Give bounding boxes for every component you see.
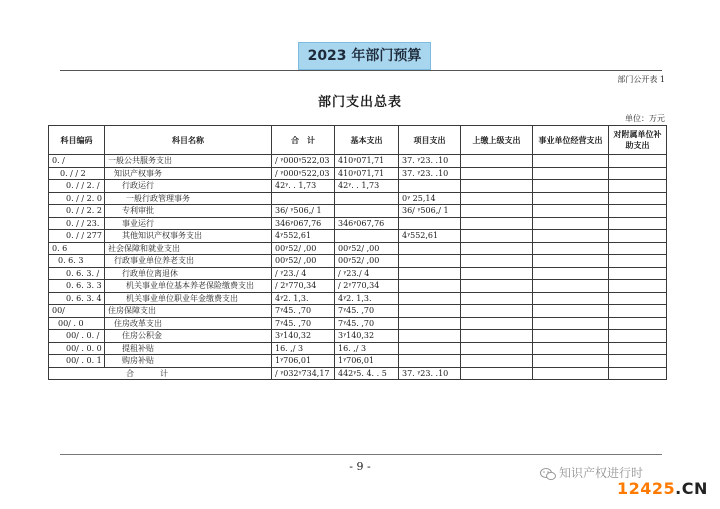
subject-code-cell: 0. / / 277 [49, 230, 105, 243]
total-cell: 37. ᵞ23. .10 [399, 367, 461, 380]
amount-cell [461, 205, 533, 218]
subject-name-cell: 住房改革支出 [105, 317, 272, 330]
amount-cell [399, 305, 461, 318]
subject-name-cell: 知识产权事务 [105, 167, 272, 180]
amount-cell [272, 192, 335, 205]
table-row [49, 305, 667, 318]
table-row [49, 267, 667, 280]
subject-name-cell: 住房公积金 [105, 330, 272, 343]
subject-code-cell: 00/ . 0. 1 [49, 355, 105, 368]
amount-cell [609, 355, 667, 368]
footer-divider [60, 454, 662, 455]
amount-cell [461, 305, 533, 318]
subject-code-cell: 0. / / 2. / [49, 180, 105, 193]
amount-cell [399, 267, 461, 280]
amount-cell [399, 317, 461, 330]
amount-cell [399, 242, 461, 255]
amount-cell [609, 205, 667, 218]
site-logo-number: 12425 [617, 479, 676, 498]
amount-cell: / 2ᵞ770,34 [335, 280, 399, 293]
expenditure-table [48, 125, 667, 380]
amount-cell [533, 217, 609, 230]
amount-cell: / ᵞ23./ 4 [335, 267, 399, 280]
column-header: 事业单位经营支出 [533, 126, 609, 155]
document-tag: 部门公开表 1 [617, 75, 665, 84]
subject-code-cell: 00/ . 0. / [49, 330, 105, 343]
table-row [49, 242, 667, 255]
table-row [49, 180, 667, 193]
unit-label: 单位：万元 [625, 114, 665, 123]
amount-cell [609, 292, 667, 305]
subject-name-cell: 机关事业单位基本养老保险缴费支出 [105, 280, 272, 293]
amount-cell: 4ᵞ552,61 [399, 230, 461, 243]
amount-cell: 36/ ᵞ506,/ 1 [399, 205, 461, 218]
wechat-icon [540, 467, 556, 481]
amount-cell [533, 280, 609, 293]
subject-code-cell: 0. / / 2 [49, 167, 105, 180]
amount-cell [335, 230, 399, 243]
amount-cell [609, 342, 667, 355]
amount-cell [399, 292, 461, 305]
amount-cell [399, 355, 461, 368]
column-header: 科目编码 [49, 126, 105, 155]
subject-code-cell: 0. / / 2. 2 [49, 205, 105, 218]
amount-cell [533, 292, 609, 305]
amount-cell [461, 267, 533, 280]
amount-cell: 1ᵞ706,01 [335, 355, 399, 368]
amount-cell: 346ᵞ067,76 [272, 217, 335, 230]
amount-cell [609, 330, 667, 343]
total-cell [461, 367, 533, 380]
amount-cell: 37. ᵞ23. .10 [399, 155, 461, 168]
amount-cell [461, 292, 533, 305]
amount-cell [533, 255, 609, 268]
amount-cell: 00ᵞ52/ ,00 [272, 242, 335, 255]
column-header: 合 计 [272, 126, 335, 155]
amount-cell [461, 192, 533, 205]
amount-cell [533, 342, 609, 355]
amount-cell [461, 167, 533, 180]
table-row [49, 192, 667, 205]
total-cell [533, 367, 609, 380]
subject-code-cell: 0. / [49, 155, 105, 168]
amount-cell: 16. ,/ 3 [335, 342, 399, 355]
subject-code-cell: 0. / / 2. 0 [49, 192, 105, 205]
amount-cell [533, 205, 609, 218]
subject-code-cell: 0. / / 23. [49, 217, 105, 230]
amount-cell: 36/ ᵞ506,/ 1 [272, 205, 335, 218]
subject-name-cell: 专利审批 [105, 205, 272, 218]
amount-cell [609, 155, 667, 168]
subject-name-cell: 其他知识产权事务支出 [105, 230, 272, 243]
amount-cell: 7ᵞ45. ,70 [272, 305, 335, 318]
subject-code-cell: 0. 6. 3. 4 [49, 292, 105, 305]
amount-cell [399, 217, 461, 230]
amount-cell [533, 167, 609, 180]
site-logo-suffix: .CN [675, 479, 708, 498]
amount-cell [399, 342, 461, 355]
amount-cell [533, 192, 609, 205]
amount-cell [461, 330, 533, 343]
subject-name-cell: 购房补贴 [105, 355, 272, 368]
column-header: 上缴上级支出 [461, 126, 533, 155]
total-cell: / ᵞ032ᵞ734,17 [272, 367, 335, 380]
amount-cell [461, 280, 533, 293]
year-budget-banner: 2023 年部门预算 [298, 42, 431, 70]
amount-cell [533, 267, 609, 280]
subject-code-cell: 0. 6. 3. 3 [49, 280, 105, 293]
subject-code-cell: 0. 6 [49, 242, 105, 255]
amount-cell: 42ᵞ. . 1,73 [272, 180, 335, 193]
amount-cell [533, 355, 609, 368]
column-header: 对附属单位补助支出 [609, 126, 667, 155]
amount-cell: 410ᵞ071,71 [335, 155, 399, 168]
column-header: 项目支出 [399, 126, 461, 155]
subject-name-cell: 事业运行 [105, 217, 272, 230]
subject-code-cell: 00/ [49, 305, 105, 318]
amount-cell [609, 255, 667, 268]
amount-cell: 7ᵞ45. ,70 [272, 317, 335, 330]
table-row [49, 167, 667, 180]
amount-cell [461, 317, 533, 330]
subject-name-cell: 机关事业单位职业年金缴费支出 [105, 292, 272, 305]
amount-cell: 1ᵞ706,01 [272, 355, 335, 368]
amount-cell [609, 267, 667, 280]
table-header-row [49, 126, 667, 155]
total-row [49, 367, 667, 380]
amount-cell: 3ᵞ140,32 [335, 330, 399, 343]
amount-cell: 4ᵞ2. 1,3. [272, 292, 335, 305]
amount-cell [399, 255, 461, 268]
amount-cell: 346ᵞ067,76 [335, 217, 399, 230]
amount-cell [533, 242, 609, 255]
amount-cell: 00ᵞ52/ ,00 [272, 255, 335, 268]
column-header: 基本支出 [335, 126, 399, 155]
amount-cell [335, 192, 399, 205]
subject-name-cell: 住房保障支出 [105, 305, 272, 318]
amount-cell [609, 167, 667, 180]
amount-cell [461, 355, 533, 368]
subject-name-cell: 一般公共服务支出 [105, 155, 272, 168]
table-row [49, 330, 667, 343]
subject-name-cell: 提租补贴 [105, 342, 272, 355]
watermark-text: 知识产权进行时 [559, 466, 644, 480]
subject-code-cell: 00/ . 0. 0 [49, 342, 105, 355]
amount-cell [461, 217, 533, 230]
subject-name-cell: 行政单位离退休 [105, 267, 272, 280]
subject-code-cell: 0. 6. 3. / [49, 267, 105, 280]
amount-cell [533, 230, 609, 243]
header-divider [60, 70, 662, 71]
amount-cell: 7ᵞ45. ,70 [335, 317, 399, 330]
amount-cell [533, 317, 609, 330]
table-row [49, 155, 667, 168]
amount-cell: 410ᵞ071,71 [335, 167, 399, 180]
amount-cell [533, 180, 609, 193]
table-row [49, 292, 667, 305]
amount-cell [399, 280, 461, 293]
amount-cell [609, 305, 667, 318]
amount-cell: / ᵞ000ᵞ522,03 [272, 167, 335, 180]
total-label: 合计 [49, 367, 272, 380]
page-number: - 9 - [349, 460, 371, 473]
amount-cell: 4ᵞ552,61 [272, 230, 335, 243]
table-row [49, 217, 667, 230]
amount-cell [609, 317, 667, 330]
amount-cell [533, 330, 609, 343]
amount-cell [461, 180, 533, 193]
table-row [49, 255, 667, 268]
amount-cell: 3ᵞ140,32 [272, 330, 335, 343]
amount-cell [533, 155, 609, 168]
amount-cell [461, 342, 533, 355]
amount-cell [399, 180, 461, 193]
amount-cell: 42ᵞ. . 1,73 [335, 180, 399, 193]
amount-cell [533, 305, 609, 318]
total-cell: 442ᵞ5. 4. . 5 [335, 367, 399, 380]
subject-name-cell: 行政运行 [105, 180, 272, 193]
amount-cell [609, 242, 667, 255]
total-cell [609, 367, 667, 380]
amount-cell: 16. ,/ 3 [272, 342, 335, 355]
amount-cell [461, 230, 533, 243]
amount-cell [609, 192, 667, 205]
amount-cell: 4ᵞ2. 1,3. [335, 292, 399, 305]
table-row [49, 342, 667, 355]
amount-cell: / ᵞ23./ 4 [272, 267, 335, 280]
subject-name-cell: 一般行政管理事务 [105, 192, 272, 205]
table-row [49, 317, 667, 330]
amount-cell [609, 180, 667, 193]
amount-cell: 00ᵞ52/ ,00 [335, 255, 399, 268]
amount-cell: 0ᵞ 25,14 [399, 192, 461, 205]
subject-name-cell: 行政事业单位养老支出 [105, 255, 272, 268]
table-row [49, 355, 667, 368]
amount-cell: / ᵞ000ᵞ522,03 [272, 155, 335, 168]
amount-cell [399, 330, 461, 343]
amount-cell [461, 242, 533, 255]
amount-cell: 37. ᵞ23. .10 [399, 167, 461, 180]
amount-cell [335, 205, 399, 218]
table-row [49, 280, 667, 293]
table-row [49, 230, 667, 243]
amount-cell [461, 155, 533, 168]
site-logo [617, 479, 708, 498]
amount-cell [609, 217, 667, 230]
amount-cell [609, 230, 667, 243]
amount-cell: / 2ᵞ770,34 [272, 280, 335, 293]
amount-cell: 00ᵞ52/ ,00 [335, 242, 399, 255]
amount-cell [461, 255, 533, 268]
amount-cell [609, 280, 667, 293]
column-header: 科目名称 [105, 126, 272, 155]
page-title: 部门支出总表 [317, 95, 402, 110]
subject-code-cell: 0. 6. 3 [49, 255, 105, 268]
amount-cell: 7ᵞ45. ,70 [335, 305, 399, 318]
subject-name-cell: 社会保障和就业支出 [105, 242, 272, 255]
subject-code-cell: 00/ . 0 [49, 317, 105, 330]
table-row [49, 205, 667, 218]
table-body [49, 155, 667, 368]
